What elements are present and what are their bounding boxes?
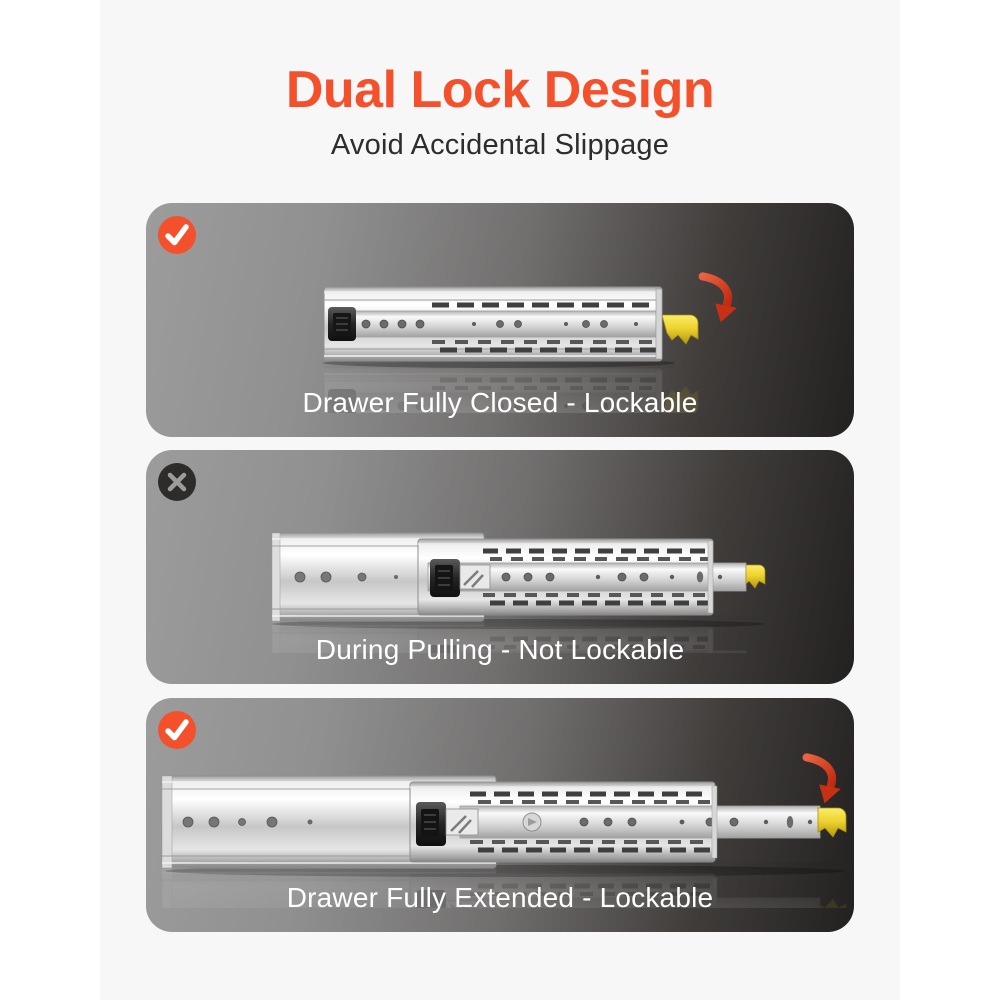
arrow-down-icon — [794, 752, 848, 806]
headline: Dual Lock Design — [285, 61, 715, 119]
cross-icon — [158, 463, 196, 501]
panel-caption: Drawer Fully Extended - Lockable — [286, 882, 714, 913]
infographic-canvas — [100, 0, 900, 1000]
panel-caption: During Pulling - Not Lockable — [315, 634, 685, 665]
check-glyph — [158, 216, 196, 254]
sub-headline: Avoid Accidental Slippage — [330, 129, 670, 161]
arrow-down-icon — [690, 271, 744, 325]
drawer-slide-pulling-image — [268, 503, 768, 653]
panel-fully-extended — [146, 698, 854, 932]
check-icon — [158, 216, 196, 254]
panel-during-pulling — [146, 450, 854, 684]
check-glyph — [158, 711, 196, 749]
panel-caption: Drawer Fully Closed - Lockable — [302, 387, 698, 418]
check-icon — [158, 711, 196, 749]
panel-fully-closed — [146, 203, 854, 437]
cross-glyph — [158, 463, 196, 501]
